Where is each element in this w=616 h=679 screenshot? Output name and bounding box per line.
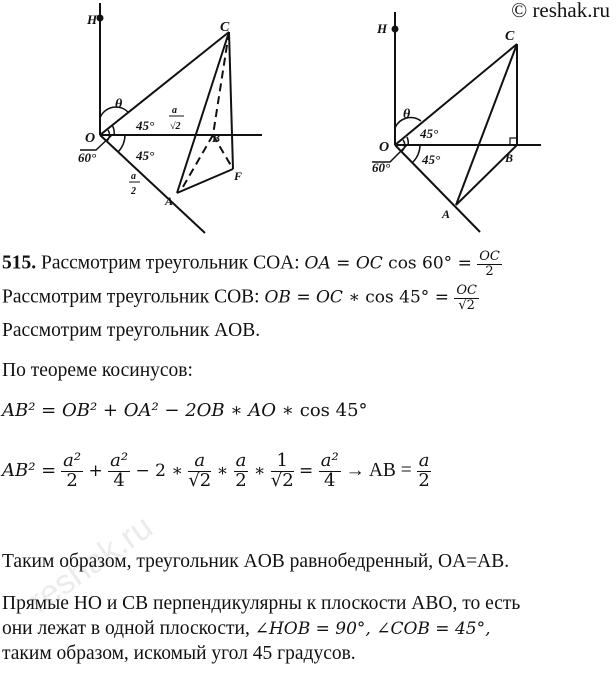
solution-line-5 (2, 400, 368, 422)
label-angle-45-bottom: 45° (422, 152, 441, 167)
math: ∠HOB = 90°, ∠COB = 45°, (254, 619, 491, 639)
label-b: B (212, 131, 221, 145)
operator: → AB = (340, 459, 417, 481)
copyright-label: © reshak.ru (511, 0, 610, 22)
denominator: √2 (458, 297, 475, 313)
operator: + (83, 460, 109, 481)
text: они лежат в одной плоскости, (2, 618, 255, 639)
fraction (319, 452, 341, 491)
label-angle-60: 60° (372, 160, 391, 175)
label-ob-den: √2 (170, 121, 181, 132)
numerator: 1 (271, 452, 294, 472)
figure-left (78, 3, 262, 233)
watermark: reshak.ru (21, 507, 160, 621)
math: OB = OC ∗ (264, 287, 360, 308)
fraction (108, 452, 130, 491)
label-angle-45-bottom: 45° (136, 148, 155, 163)
solution-line-7: Таким образом, треугольник AOB равнобедренный, OA=AB. (2, 551, 510, 572)
label-h: H (87, 12, 98, 27)
label-o: O (85, 131, 96, 146)
solution-line-10: таким образом, искомый угол 45 градусов. (2, 643, 356, 664)
denominator: 4 (323, 469, 336, 491)
denominator: 2 (418, 469, 430, 491)
solution-line-6 (2, 452, 431, 491)
math: AB² = OB² + OA² − 2OB ∗ AO ∗ (2, 400, 295, 421)
label-oa-num: a (131, 171, 136, 182)
label-theta: θ (403, 107, 411, 122)
solution-line-8: Прямые HO и CB перпендикулярны к плоскости ABO, то есть (2, 593, 521, 614)
numerator: OC (456, 283, 477, 298)
fraction (417, 452, 432, 491)
solution-line-9 (2, 618, 491, 640)
operator: − 2 ∗ (130, 460, 189, 481)
fraction (234, 452, 249, 491)
label-h: H (377, 21, 388, 36)
fraction (188, 452, 211, 491)
label-ob-num: a (172, 105, 177, 116)
denominator: 2 (485, 263, 494, 279)
numerator: a² (320, 450, 339, 471)
fraction (61, 452, 83, 491)
text: Рассмотрим треугольник COA: (36, 252, 305, 274)
math: cos 60° = (382, 253, 478, 274)
label-c: C (505, 29, 515, 44)
label-f: F (234, 169, 243, 183)
label-a: A (442, 207, 451, 221)
label-angle-60: 60° (78, 150, 97, 165)
text: Рассмотрим треугольник COB: (2, 286, 265, 308)
math: cos 45° (294, 400, 368, 421)
label-a: A (165, 194, 174, 208)
operator: = (293, 460, 319, 481)
operator: ∗ (248, 460, 271, 481)
numerator: OC (479, 249, 500, 264)
numerator: a (235, 450, 247, 471)
label-o: O (379, 140, 390, 155)
label-c: C (220, 20, 230, 35)
problem-number: 515. (2, 252, 37, 274)
label-oa-den: 2 (131, 186, 136, 197)
solution-line-4: По теореме косинусов: (2, 360, 193, 381)
label-angle-45-top: 45° (136, 118, 155, 133)
numerator: a² (63, 450, 82, 471)
fraction (271, 452, 294, 491)
label-b: B (505, 151, 514, 165)
denominator: √2 (188, 469, 212, 491)
denominator: 2 (235, 469, 247, 491)
label-theta: θ (115, 97, 123, 112)
denominator: 4 (113, 469, 125, 491)
label-angle-45-top: 45° (420, 126, 439, 141)
solution-line-1 (2, 250, 502, 278)
math: cos 45° = (359, 287, 455, 308)
geometry-figures (0, 0, 616, 240)
operator: ∗ (211, 460, 234, 481)
numerator: a (188, 452, 211, 472)
solution-line-2 (2, 284, 479, 312)
denominator: 2 (66, 469, 78, 491)
solution-line-3: Рассмотрим треугольник AOB. (2, 320, 261, 341)
figure-right (372, 12, 541, 232)
fraction (477, 250, 502, 278)
math: OA = OC (304, 253, 383, 274)
denominator: √2 (270, 469, 294, 491)
numerator: a (418, 450, 430, 471)
fraction (454, 284, 479, 312)
math: AB² = (2, 459, 57, 481)
numerator: a² (110, 450, 129, 471)
